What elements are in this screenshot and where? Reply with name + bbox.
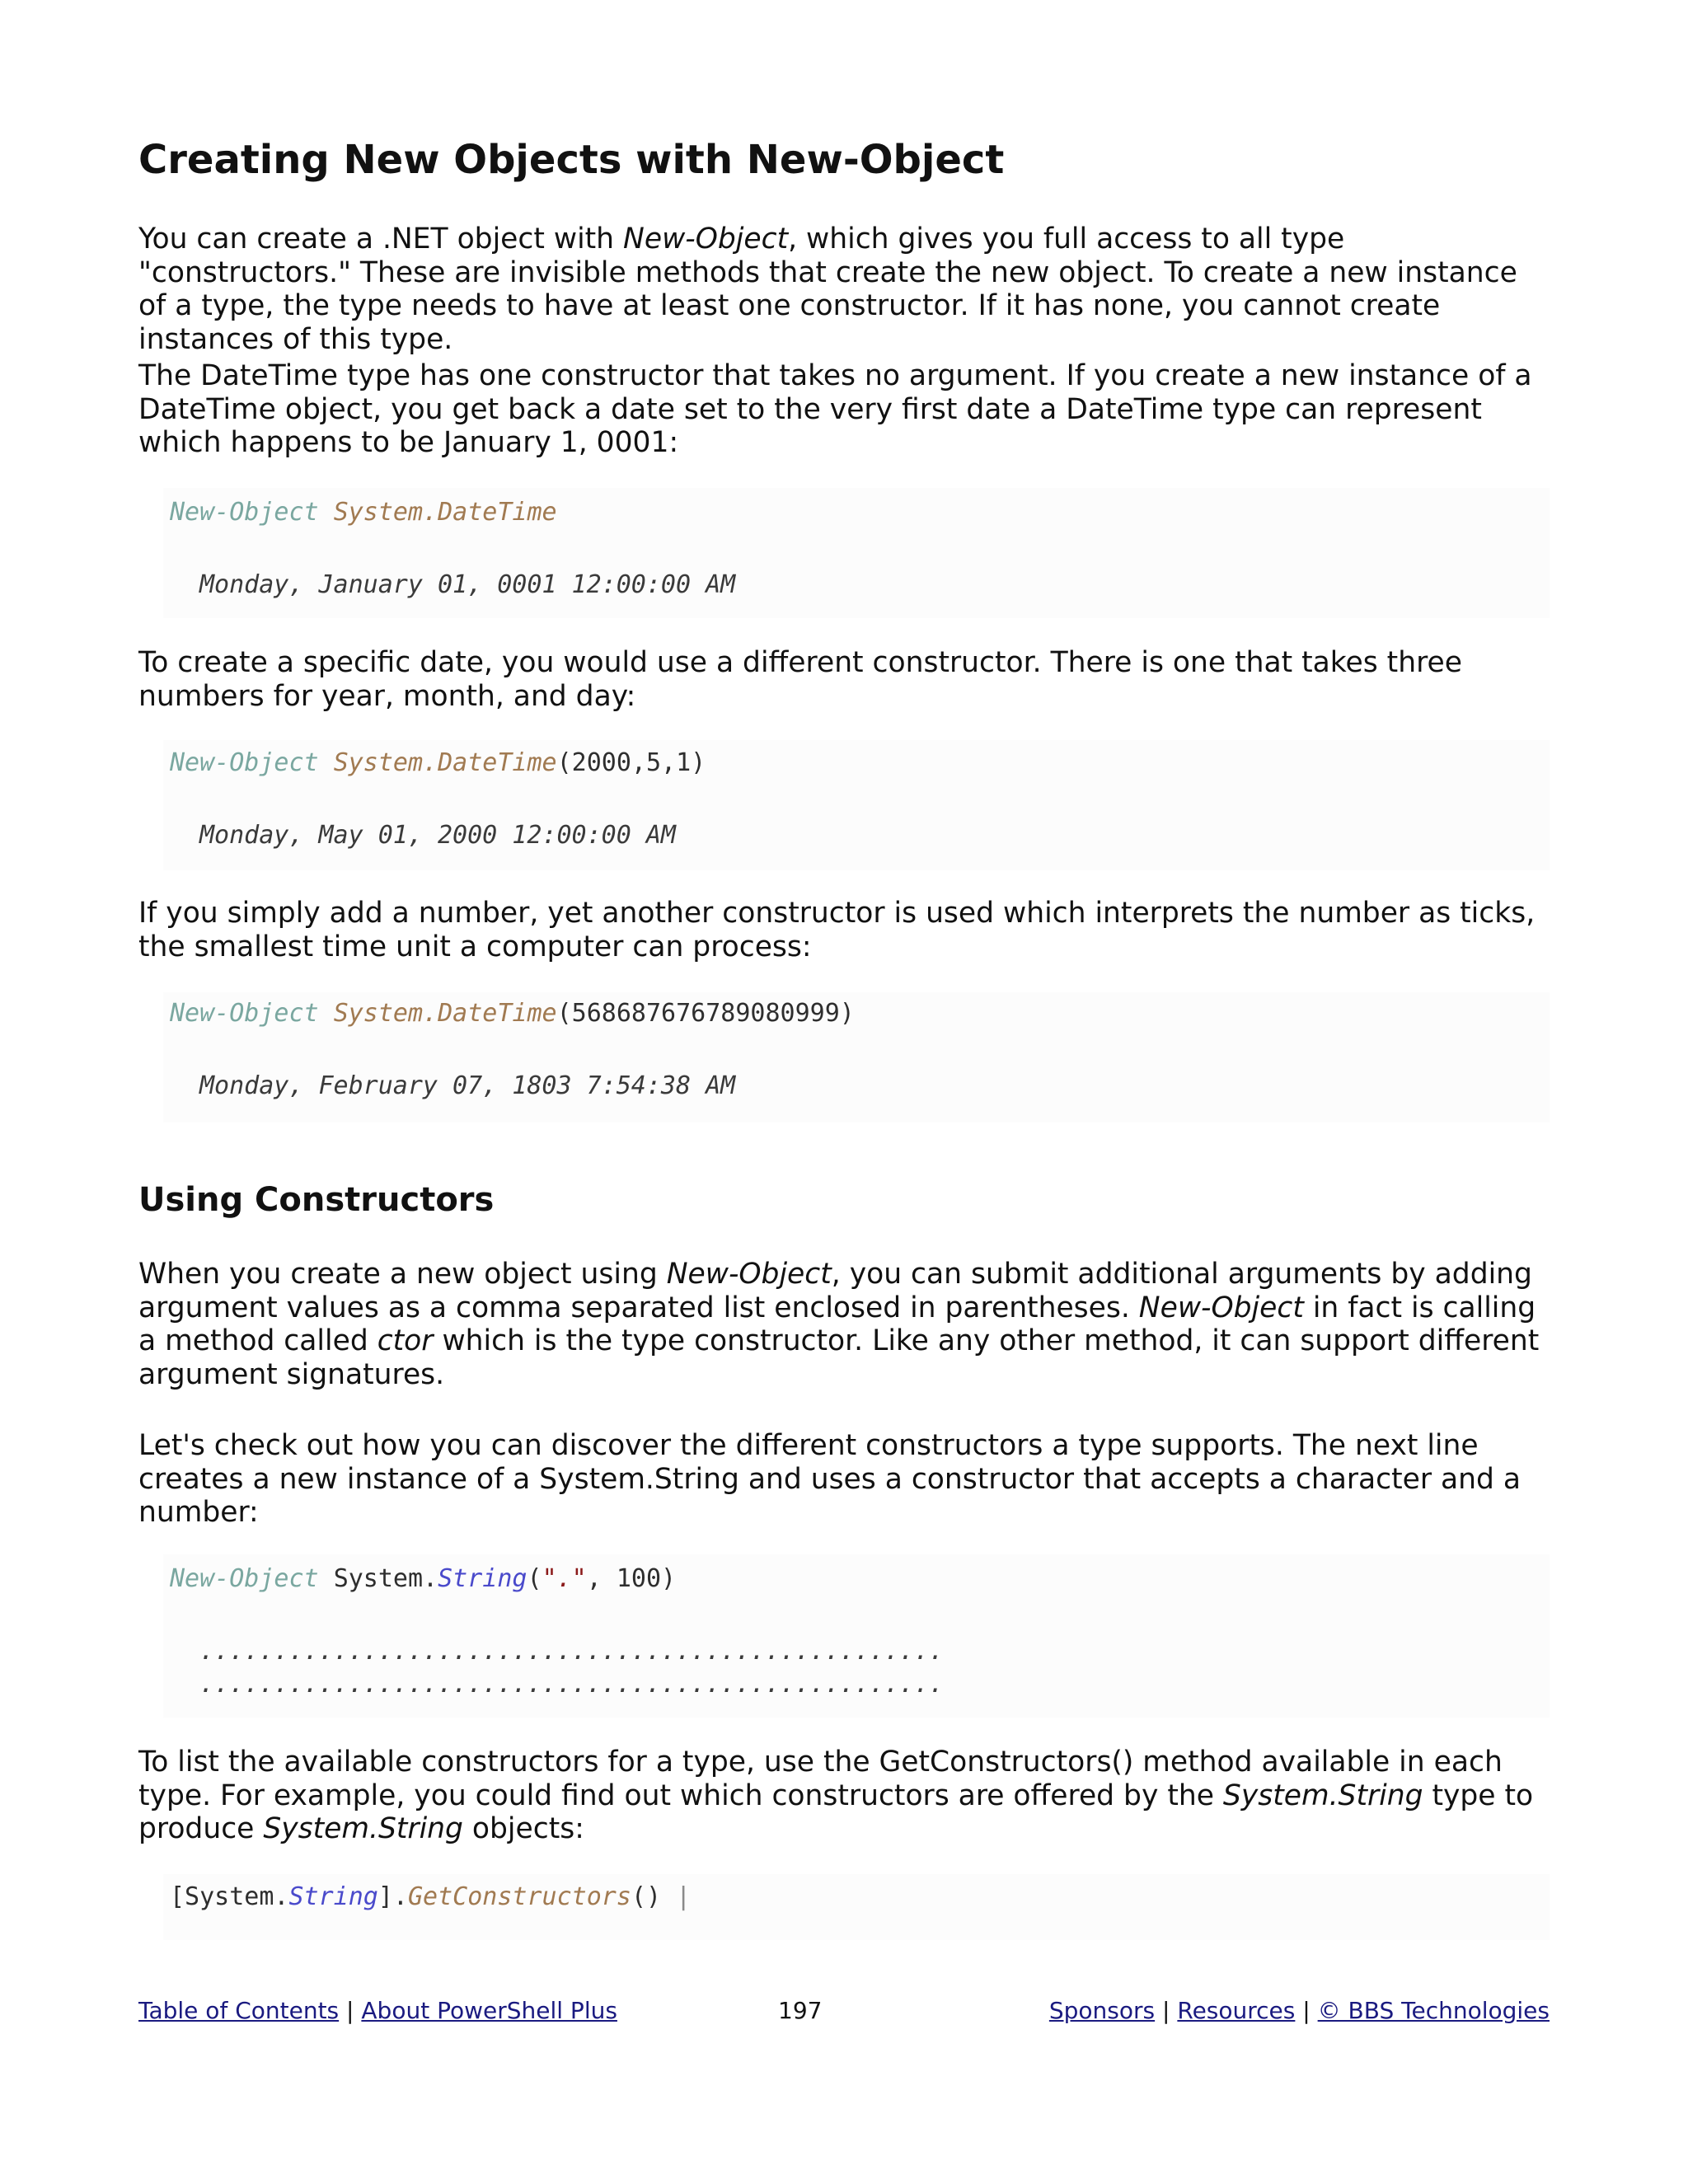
code-cmdlet: New-Object: [170, 498, 319, 527]
bbs-technologies-link[interactable]: © BBS Technologies: [1317, 1997, 1550, 2024]
text-run: in fact is calling a method called: [138, 1291, 1536, 1357]
paragraph-specific-date: To create a specific date, you would use a different constructor. There is one that takes three numbers for year, month, and day:: [138, 646, 1462, 713]
text-run: objects:: [462, 1812, 584, 1845]
section-heading-creating-new-objects: Creating New Objects with New-Object: [138, 137, 1005, 183]
code-parens: (): [631, 1882, 662, 1911]
code-cmdlet: New-Object: [170, 1564, 319, 1593]
emphasized-term: ctor: [377, 1324, 434, 1357]
code-args: (2000,5,1): [556, 748, 706, 777]
footer-left-links: [138, 1994, 617, 2027]
paragraph-discover: Let's check out how you can discover the different constructors a type supports. The next line creates a new instance of a System.String and uses a constructor that accepts a character and a number:: [138, 1429, 1522, 1529]
code-paren: (: [527, 1564, 542, 1593]
code-output-line: ..................................................: [199, 1637, 945, 1666]
emphasized-term: New-Object: [666, 1258, 832, 1291]
code-line-get-constructors: [170, 1881, 691, 1914]
footer-separator: |: [1302, 1997, 1311, 2024]
code-type: System.DateTime: [333, 498, 557, 527]
text-run: type to produce: [138, 1779, 1534, 1845]
code-type: System.DateTime: [333, 999, 557, 1028]
code-output-line: Monday, February 07, 1803 7:54:38 AM: [199, 1071, 736, 1100]
code-type: System.DateTime: [333, 748, 557, 777]
resources-link[interactable]: Resources: [1177, 1997, 1296, 2024]
footer-separator: |: [346, 1997, 354, 2024]
code-output-line: Monday, May 01, 2000 12:00:00 AM: [199, 821, 676, 850]
section-heading-using-constructors: Using Constructors: [138, 1181, 495, 1219]
sponsors-link[interactable]: Sponsors: [1048, 1997, 1156, 2024]
page-footer: [138, 1994, 1550, 2027]
code-output-line: ..................................................: [199, 1670, 945, 1699]
emphasized-term: System.String: [1222, 1779, 1423, 1812]
text-run: , you can submit additional arguments by adding argument values as a comma separated list enclosed in parentheses.: [138, 1258, 1532, 1324]
code-line-new-string: [170, 1563, 676, 1596]
code-line-new-datetime: [170, 496, 557, 529]
text-run: When you create a new object using: [138, 1258, 667, 1291]
footer-right-links: [1049, 1994, 1550, 2027]
emphasized-term: System.String: [263, 1812, 463, 1845]
paragraph-get-constructors: [138, 1746, 1550, 1846]
code-keyword: String: [438, 1564, 528, 1593]
emphasized-term: New-Object: [623, 223, 789, 255]
code-namespace: System.: [333, 1564, 438, 1593]
code-line-new-datetime-args: [170, 747, 706, 780]
code-bracket: ].: [377, 1882, 408, 1911]
emphasized-term: New-Object: [1138, 1291, 1304, 1324]
code-args: (568687676789080999): [556, 999, 855, 1028]
code-bracket: [System.: [170, 1882, 289, 1911]
code-cmdlet: New-Object: [170, 748, 319, 777]
code-method: GetConstructors: [408, 1882, 631, 1911]
table-of-contents-link[interactable]: Table of Contents: [138, 1997, 340, 2024]
footer-separator: |: [1162, 1997, 1170, 2024]
page-number: 197: [778, 1997, 823, 2024]
paragraph-constructors: [138, 1258, 1550, 1391]
paragraph-datetime: The DateTime type has one constructor that takes no argument. If you create a new instance of a DateTime object, you get back a date set to the very first date a DateTime type can represent which happens to be January 1, 0001:: [138, 359, 1532, 459]
about-powershell-plus-link[interactable]: About PowerShell Plus: [361, 1997, 617, 2024]
text-run: , which gives you full access to all type "constructors." These are invisible methods that create the new object. To create a new instance of a type, the type needs to have at least one constructor. If it has none, you cannot create instances of this type.: [138, 223, 1517, 356]
code-output-line: Monday, January 01, 0001 12:00:00 AM: [199, 570, 736, 599]
text-run: You can create a .NET object with: [138, 223, 624, 255]
code-string: ".": [542, 1564, 587, 1593]
text-run: which is the type constructor. Like any other method, it can support different argument signatures.: [138, 1324, 1540, 1391]
code-cmdlet: New-Object: [170, 999, 319, 1028]
code-keyword: String: [288, 1882, 378, 1911]
text-run: To list the available constructors for a type, use the GetConstructors() method available in each type. For example, you could find out which constructors are offered by the: [138, 1746, 1503, 1812]
code-args: , 100): [586, 1564, 677, 1593]
code-pipe: |: [661, 1882, 692, 1911]
paragraph-ticks: If you simply add a number, yet another constructor is used which interprets the number as ticks, the smallest time unit a computer can process:: [138, 897, 1536, 963]
code-line-new-datetime-ticks: [170, 997, 855, 1030]
paragraph-intro: [138, 223, 1550, 356]
